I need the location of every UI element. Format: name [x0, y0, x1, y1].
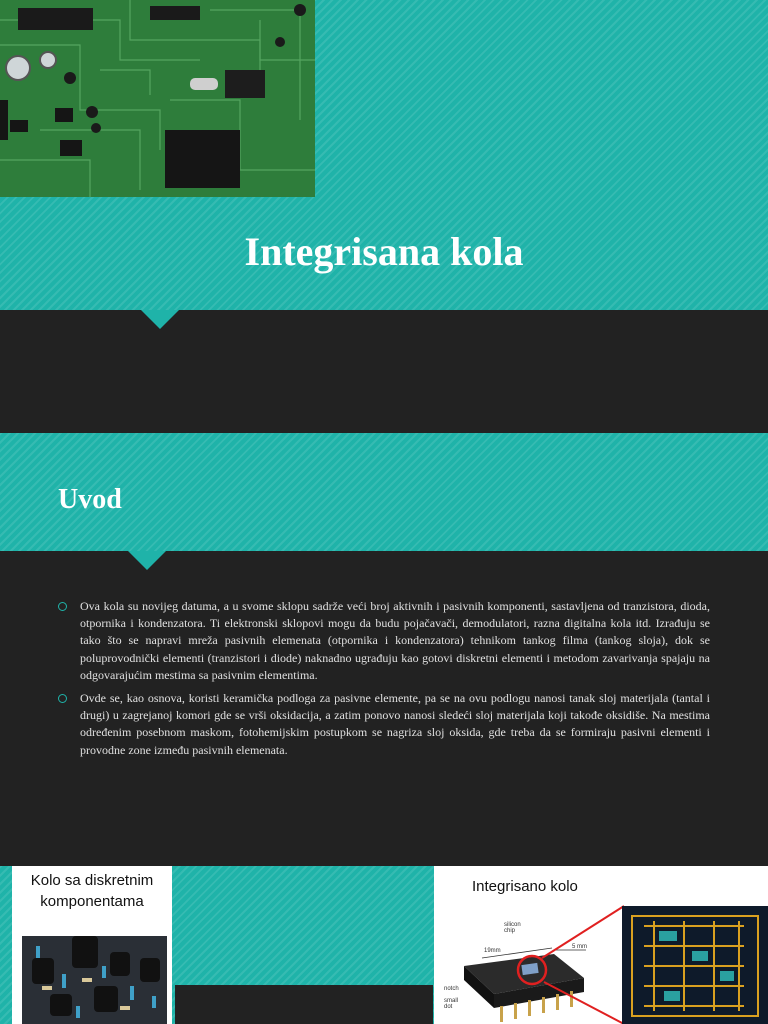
- chip-label-19mm: 19mm: [484, 948, 501, 954]
- bullet-item: [58, 598, 710, 684]
- slide-notch: [128, 551, 166, 570]
- chip-label-silicon: silicon chip: [504, 922, 521, 934]
- bullet-item: [58, 690, 710, 759]
- bullet-text: Ova kola su novijeg datuma, a u svome sklopu sadrže veći broj aktivnih i pasivnih komponenti, sastavljena od tranzistora, dioda, otpornika i kondenzatora. Ti elektronski sklopovi mogu da budu pojačavači, demodulatori, razna digitalna kola itd. Izrađuju se tako što se napravi mreža pasivnih elemenata (otpornika i kondenzatora) tehnikom tankog filma (tankog sloja), dok se poluprovodnički elementi (tranzistori i diode) naknadno ugrađuju kao gotovi diskretni elementi i metodom zavarivanja spajaju na odgovarajućim mestima sa pasivnim elementima.: [80, 599, 710, 682]
- discrete-circuit-image: [12, 866, 172, 1024]
- bullet-list: [58, 598, 710, 765]
- section-title: Uvod: [58, 484, 122, 515]
- ic-chip-graphic: [434, 866, 768, 1024]
- chip-label-notch: notch: [444, 986, 459, 992]
- circle-bullet-icon: [58, 694, 67, 703]
- bullet-text: Ovde se, kao osnova, koristi keramička podloga za pasivne elemente, pa se na ovu podlogu nanosi tanak sloj materijala (tantal i drugi) u zagrejanoj komori gde se vrši oksidacija, a zatim ponovo nanosi sledeći sloj materijala koji takođe oksidiše. Na mestima određenim posebnom maskom, fotohemijskim postupkom se nagriza sloj oksida, gde treba da se formiraju pasivni elementi i provodne zone između pasivnih elemenata.: [80, 691, 710, 757]
- circle-bullet-icon: [58, 602, 67, 611]
- discrete-circuit-caption: Kolo sa diskretnim komponentama: [30, 872, 154, 910]
- integrated-circuit-image: [434, 866, 768, 1024]
- title-slide-body: [0, 310, 768, 433]
- integrated-circuit-caption: Integrisano kolo: [472, 878, 578, 895]
- slide-title: Integrisana kola: [244, 229, 524, 274]
- slide-notch: [141, 310, 179, 329]
- circuit-board-image: [0, 0, 315, 197]
- images-slide-dark-band: [175, 985, 433, 1024]
- chip-label-dot: small dot: [444, 998, 459, 1010]
- chip-label-5mm: 5 mm: [572, 944, 587, 950]
- circuit-board-graphic: [0, 0, 315, 197]
- discrete-board-graphic: [12, 866, 172, 1024]
